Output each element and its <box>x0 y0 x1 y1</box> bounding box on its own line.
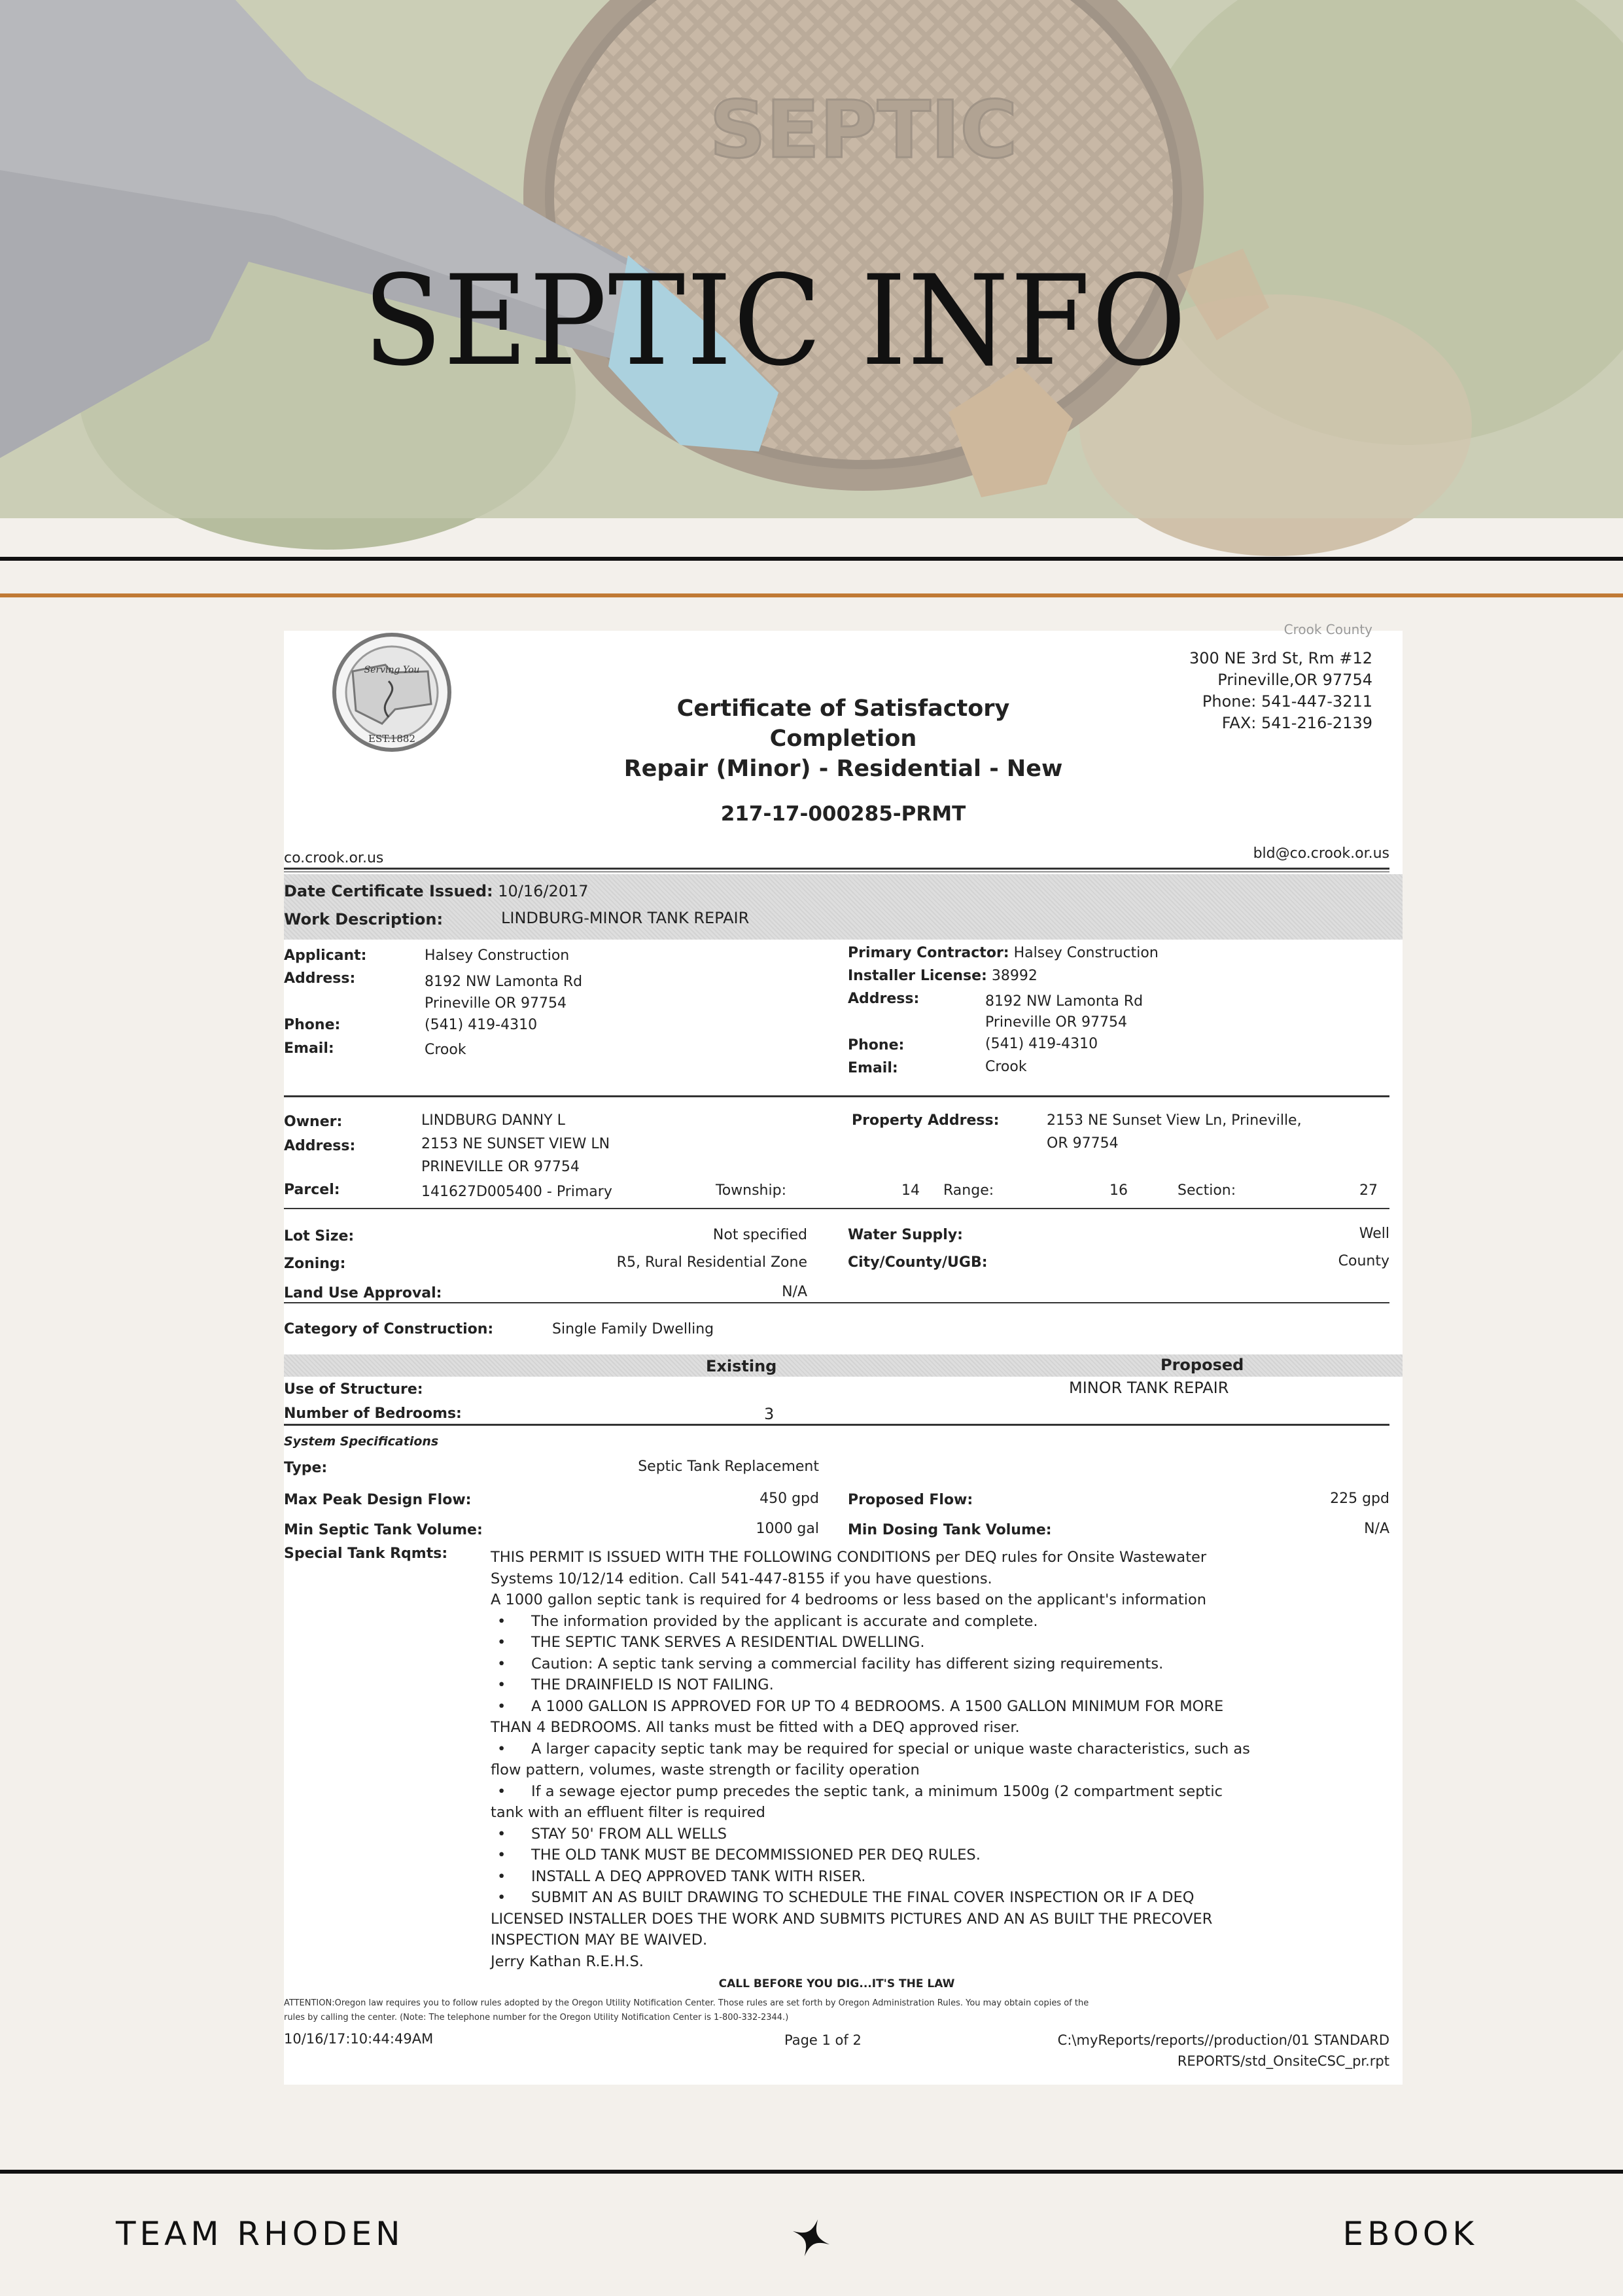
applicant-phone-label: Phone: <box>284 1017 341 1033</box>
website-link: co.crook.or.us <box>284 850 384 866</box>
condition-line: THIS PERMIT IS ISSUED WITH THE FOLLOWING CONDITIONS per DEQ rules for Onsite Wastewater <box>491 1549 1207 1566</box>
agency-name: Crook County <box>1283 622 1372 637</box>
divider-orange <box>0 593 1623 597</box>
type-value: Septic Tank Replacement <box>638 1458 819 1475</box>
condition-line: INSPECTION MAY BE WAIVED. <box>491 1932 708 1949</box>
zoning-label: Zoning: <box>284 1256 346 1272</box>
installer-license: Installer License: 38992 <box>848 968 1038 984</box>
applicant-email-value: Crook <box>425 1042 466 1058</box>
contact-email: bld@co.crook.or.us <box>1253 845 1389 862</box>
existing-header: Existing <box>706 1357 777 1375</box>
condition-line: • INSTALL A DEQ APPROVED TANK WITH RISER. <box>497 1867 866 1885</box>
sparkle-star-icon <box>790 2217 832 2259</box>
page-number: Page 1 of 2 <box>784 2032 862 2048</box>
lid-text: SEPTIC <box>709 85 1018 176</box>
condition-line: • A 1000 GALLON IS APPROVED FOR UP TO 4 BEDROOMS. A 1500 GALLON MINIMUM FOR MORE <box>497 1697 1224 1715</box>
call-before-dig: CALL BEFORE YOU DIG...IT'S THE LAW <box>718 1977 955 1990</box>
lot-size-value: Not specified <box>712 1227 807 1243</box>
zoning-value: R5, Rural Residential Zone <box>616 1254 807 1271</box>
property-address-label: Property Address: <box>852 1112 1000 1129</box>
condition-line: A 1000 gallon septic tank is required for 4 bedrooms or less based on the applicant's information <box>491 1591 1206 1608</box>
conditions-list <box>491 1547 1341 1972</box>
page-title: SEPTIC INFO <box>363 249 1188 393</box>
contractor-email-label: Email: <box>848 1060 898 1076</box>
condition-line: • If a sewage ejector pump precedes the septic tank, a minimum 1500g (2 compartment septic <box>497 1782 1223 1800</box>
contractor-address-2: Prineville OR 97754 <box>985 1014 1127 1031</box>
permit-number: 217-17-000285-PRMT <box>720 802 966 826</box>
footer-brand: TEAM RHODEN <box>116 2215 404 2253</box>
owner-address-2: PRINEVILLE OR 97754 <box>421 1159 580 1175</box>
contractor-address-label: Address: <box>848 991 920 1007</box>
property-address-2: OR 97754 <box>1047 1135 1119 1152</box>
contractor-phone-label: Phone: <box>848 1037 905 1053</box>
work-description-label: Work Description: <box>284 910 444 928</box>
bedrooms-existing: 3 <box>764 1405 775 1423</box>
divider-black <box>0 557 1623 561</box>
owner-address-1: 2153 NE SUNSET VIEW LN <box>421 1136 610 1152</box>
proposed-flow-label: Proposed Flow: <box>848 1492 973 1508</box>
certificate-title: Certificate of Satisfactory Completion Repair (Minor) - Residential - New <box>623 696 1063 782</box>
water-supply-label: Water Supply: <box>848 1227 963 1243</box>
proposed-header: Proposed <box>1161 1356 1244 1374</box>
contractor-phone-value: (541) 419-4310 <box>985 1036 1098 1052</box>
owner-label: Owner: <box>284 1114 343 1130</box>
attention-line-2: rules by calling the center. (Note: The telephone number for the Oregon Utility Notification Center is 1-800-332-2344.) <box>284 2013 789 2022</box>
applicant-phone-value: (541) 419-4310 <box>425 1017 538 1033</box>
max-flow-value: 450 gpd <box>759 1491 819 1507</box>
use-of-structure-proposed: MINOR TANK REPAIR <box>1069 1379 1229 1397</box>
dosing-tank-value: N/A <box>1364 1521 1389 1537</box>
condition-line: tank with an effluent filter is required <box>491 1804 765 1821</box>
use-of-structure-label: Use of Structure: <box>284 1381 423 1398</box>
dosing-tank-label: Min Dosing Tank Volume: <box>848 1522 1052 1538</box>
special-tank-label: Special Tank Rqmts: <box>284 1545 448 1562</box>
condition-line: THAN 4 BEDROOMS. All tanks must be fitted with a DEQ approved riser. <box>491 1719 1020 1736</box>
condition-line: Systems 10/12/14 edition. Call 541-447-8155 if you have questions. <box>491 1570 992 1587</box>
condition-line: • THE SEPTIC TANK SERVES A RESIDENTIAL DWELLING. <box>497 1634 925 1651</box>
water-supply-value: Well <box>1359 1226 1389 1242</box>
range-label: Range: <box>943 1182 994 1199</box>
applicant-label: Applicant: <box>284 947 367 964</box>
condition-line: flow pattern, volumes, waste strength or facility operation <box>491 1761 920 1778</box>
condition-line: • The information provided by the applicant is accurate and complete. <box>497 1612 1038 1630</box>
land-use-label: Land Use Approval: <box>284 1285 442 1301</box>
section-value: 27 <box>1359 1182 1378 1199</box>
condition-line: • THE OLD TANK MUST BE DECOMMISSIONED PER DEQ RULES. <box>497 1846 981 1863</box>
condition-line: LICENSED INSTALLER DOES THE WORK AND SUBMITS PICTURES AND AN AS BUILT THE PRECOVER <box>491 1910 1213 1928</box>
proposed-flow-value: 225 gpd <box>1330 1491 1389 1507</box>
contractor-address-1: 8192 NW Lamonta Rd <box>985 993 1143 1010</box>
condition-line: • Caution: A septic tank serving a commercial facility has different sizing requirements. <box>497 1655 1164 1672</box>
township-label: Township: <box>716 1182 786 1199</box>
land-use-value: N/A <box>782 1284 807 1300</box>
lot-size-label: Lot Size: <box>284 1228 355 1245</box>
work-description-value: LINDBURG-MINOR TANK REPAIR <box>501 909 750 927</box>
type-label: Type: <box>284 1460 328 1476</box>
hero-photo <box>0 0 1623 518</box>
primary-contractor: Primary Contractor: Halsey Construction <box>848 945 1159 961</box>
date-issued: Date Certificate Issued: 10/16/2017 <box>284 882 589 900</box>
condition-line: • THE DRAINFIELD IS NOT FAILING. <box>497 1676 774 1693</box>
min-tank-value: 1000 gal <box>756 1521 819 1537</box>
owner-address-label: Address: <box>284 1138 356 1154</box>
certificate-document <box>284 622 1403 2085</box>
owner-value: LINDBURG DANNY L <box>421 1112 565 1129</box>
attention-line-1: ATTENTION:Oregon law requires you to follow rules adopted by the Oregon Utility Notification Center. Those rules are set forth by Oregon Administration Rules. You may obtain copies of the <box>284 1998 1089 2008</box>
category-label: Category of Construction: <box>284 1321 494 1337</box>
timestamp: 10/16/17:10:44:49AM <box>284 2031 434 2047</box>
condition-line: • SUBMIT AN AS BUILT DRAWING TO SCHEDULE THE FINAL COVER INSPECTION OR IF A DEQ <box>497 1889 1195 1906</box>
system-specs-label: System Specifications <box>284 1434 439 1449</box>
category-value: Single Family Dwelling <box>552 1321 714 1337</box>
agency-address: 300 NE 3rd St, Rm #12 Prineville,OR 97754 Phone: 541-447-3211 FAX: 541-216-2139 <box>1189 649 1372 732</box>
applicant-address-2: Prineville OR 97754 <box>425 995 567 1012</box>
applicant-value: Halsey Construction <box>425 947 570 964</box>
report-path: C:\myReports/reports//production/01 STANDARD REPORTS/std_OnsiteCSC_pr.rpt <box>1057 2032 1389 2069</box>
seal-text-top: Serving You <box>364 665 420 675</box>
bedrooms-label: Number of Bedrooms: <box>284 1405 462 1422</box>
range-value: 16 <box>1109 1182 1128 1199</box>
city-county-label: City/County/UGB: <box>848 1254 988 1271</box>
applicant-email-label: Email: <box>284 1040 334 1057</box>
parcel-value: 141627D005400 - Primary <box>421 1184 612 1200</box>
condition-line: • STAY 50' FROM ALL WELLS <box>497 1825 727 1843</box>
footer-label: EBOOK <box>1342 2215 1478 2253</box>
contractor-email-value: Crook <box>985 1059 1027 1075</box>
seal-text-bottom: EST.1882 <box>368 733 415 745</box>
township-value: 14 <box>901 1182 920 1199</box>
city-county-value: County <box>1338 1253 1389 1269</box>
parcel-label: Parcel: <box>284 1182 340 1198</box>
condition-line: • A larger capacity septic tank may be required for special or unique waste characteristics, such as <box>497 1740 1250 1757</box>
min-tank-label: Min Septic Tank Volume: <box>284 1522 483 1538</box>
max-flow-label: Max Peak Design Flow: <box>284 1492 472 1508</box>
applicant-address-1: 8192 NW Lamonta Rd <box>425 974 583 990</box>
condition-line: Jerry Kathan R.E.H.S. <box>491 1952 644 1970</box>
footer-divider <box>0 2170 1623 2174</box>
property-address-1: 2153 NE Sunset View Ln, Prineville, <box>1047 1112 1302 1129</box>
applicant-address-label: Address: <box>284 970 356 987</box>
section-label: Section: <box>1178 1182 1236 1199</box>
